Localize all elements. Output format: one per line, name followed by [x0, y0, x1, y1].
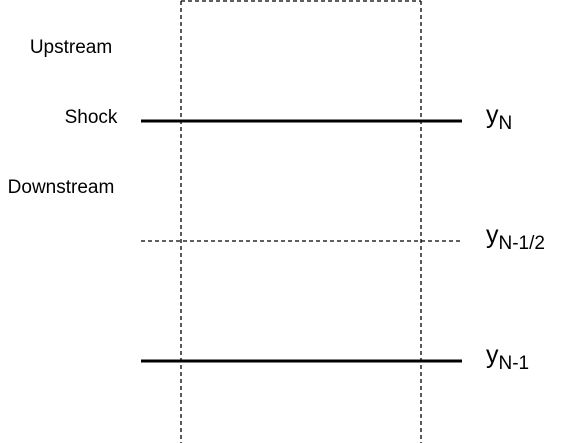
cell-boundary — [181, 1, 421, 443]
shock-label: Shock — [64, 107, 118, 128]
label-yN-1-base: y — [486, 341, 499, 369]
downstream-label: Downstream — [7, 177, 115, 198]
label-yN-1-sub: N-1 — [498, 353, 530, 374]
label-yN-1 — [486, 341, 529, 374]
label-yN — [486, 101, 512, 134]
label-yN-half — [486, 221, 545, 254]
label-yN-half-base: y — [486, 221, 499, 249]
label-yN-base: y — [486, 101, 499, 129]
label-yN-half-sub: N-1/2 — [498, 233, 545, 254]
upstream-label: Upstream — [29, 37, 113, 58]
label-yN-sub: N — [498, 113, 513, 134]
